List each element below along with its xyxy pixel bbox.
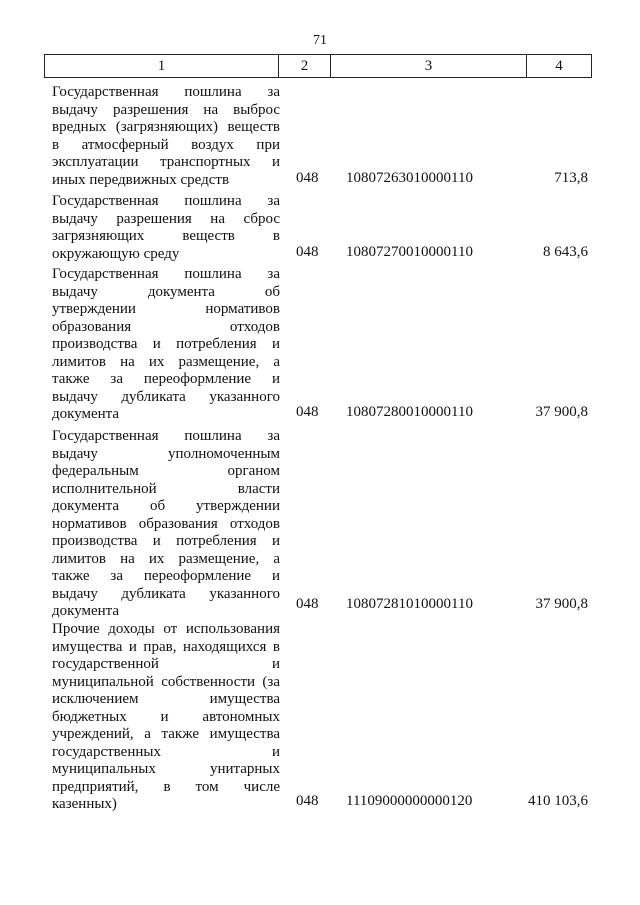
table-header [44,54,592,78]
desc-line: выдачу разрешения на выброс [52,101,280,118]
page-number: 71 [313,33,327,48]
desc-line: исполнительной власти [52,480,280,497]
row-description [52,621,280,814]
amount: 37 900,8 [535,596,588,612]
budget-code: 10807270010000110 [346,244,473,260]
table-row [44,84,592,188]
desc-line: документа об утверждении [52,498,280,514]
row-description [52,193,280,263]
admin-code: 048 [296,596,319,612]
desc-line: государственных и [52,743,280,760]
desc-line: выдачу дубликата указанного [52,388,280,405]
amount: 410 103,6 [528,793,588,809]
admin-code: 048 [296,793,319,809]
budget-code: 11109000000000120 [346,793,473,809]
header-col-3: 3 [331,55,527,77]
desc-line: муниципальных унитарных [52,761,280,777]
admin-code: 048 [296,404,319,420]
desc-line: нормативов образования отходов [52,515,280,532]
budget-code: 10807281010000110 [346,596,473,612]
budget-code: 10807263010000110 [346,170,473,186]
desc-line: федеральным органом [52,463,280,479]
amount: 713,8 [554,170,588,186]
desc-line: производства и потребления и [52,533,280,549]
desc-line: Государственная пошлина за [52,84,280,100]
header-col-1: 1 [45,55,279,77]
desc-line: образования отходов [52,318,280,335]
admin-code: 048 [296,244,319,260]
amount: 8 643,6 [543,244,588,260]
row-description [52,266,280,424]
desc-line: Государственная пошлина за [52,193,280,209]
desc-line: также за переоформление и [52,371,280,387]
desc-line: эксплуатации транспортных и [52,154,280,170]
desc-line: загрязняющих веществ в [52,228,280,244]
desc-line: также за переоформление и [52,568,280,584]
desc-line: муниципальной собственности (за [52,673,280,690]
desc-line: предприятий, в том числе [52,778,280,795]
desc-line: лимитов на их размещение, а [52,353,280,370]
desc-line: выдачу дубликата указанного [52,585,280,602]
desc-line: государственной и [52,656,280,672]
desc-line: Государственная пошлина за [52,428,280,444]
desc-line: исключением имущества [52,691,280,707]
desc-line: Прочие доходы от использования [52,621,280,637]
desc-line: документа [52,406,120,422]
desc-line: вредных (загрязняющих) веществ [52,119,280,135]
admin-code: 048 [296,170,319,186]
header-col-2: 2 [279,55,331,77]
desc-line: выдачу уполномоченным [52,445,280,462]
desc-line: бюджетных и автономных [52,708,280,725]
table-row [44,266,592,422]
desc-line: в атмосферный воздух при [52,136,280,153]
table-row [44,621,592,815]
desc-line: иных передвижных средств [52,171,230,188]
amount: 37 900,8 [535,404,588,420]
table-row [44,193,592,263]
table-row [44,428,592,618]
desc-line: производства и потребления и [52,336,280,352]
desc-line: выдачу разрешения на сброс [52,210,280,227]
desc-line: Государственная пошлина за [52,266,280,282]
desc-line: учреждений, а также имущества [52,726,280,742]
desc-line: имущества и прав, находящихся в [52,638,280,655]
desc-line: выдачу документа об [52,283,280,300]
desc-line: документа [52,603,120,619]
budget-code: 10807280010000110 [346,404,473,420]
desc-line: утверждении нормативов [52,301,280,317]
header-col-4: 4 [555,57,563,74]
row-description [52,428,280,621]
desc-line: окружающую среду [52,245,180,262]
row-description [52,84,280,189]
desc-line: казенных) [52,796,117,812]
desc-line: лимитов на их размещение, а [52,550,280,567]
